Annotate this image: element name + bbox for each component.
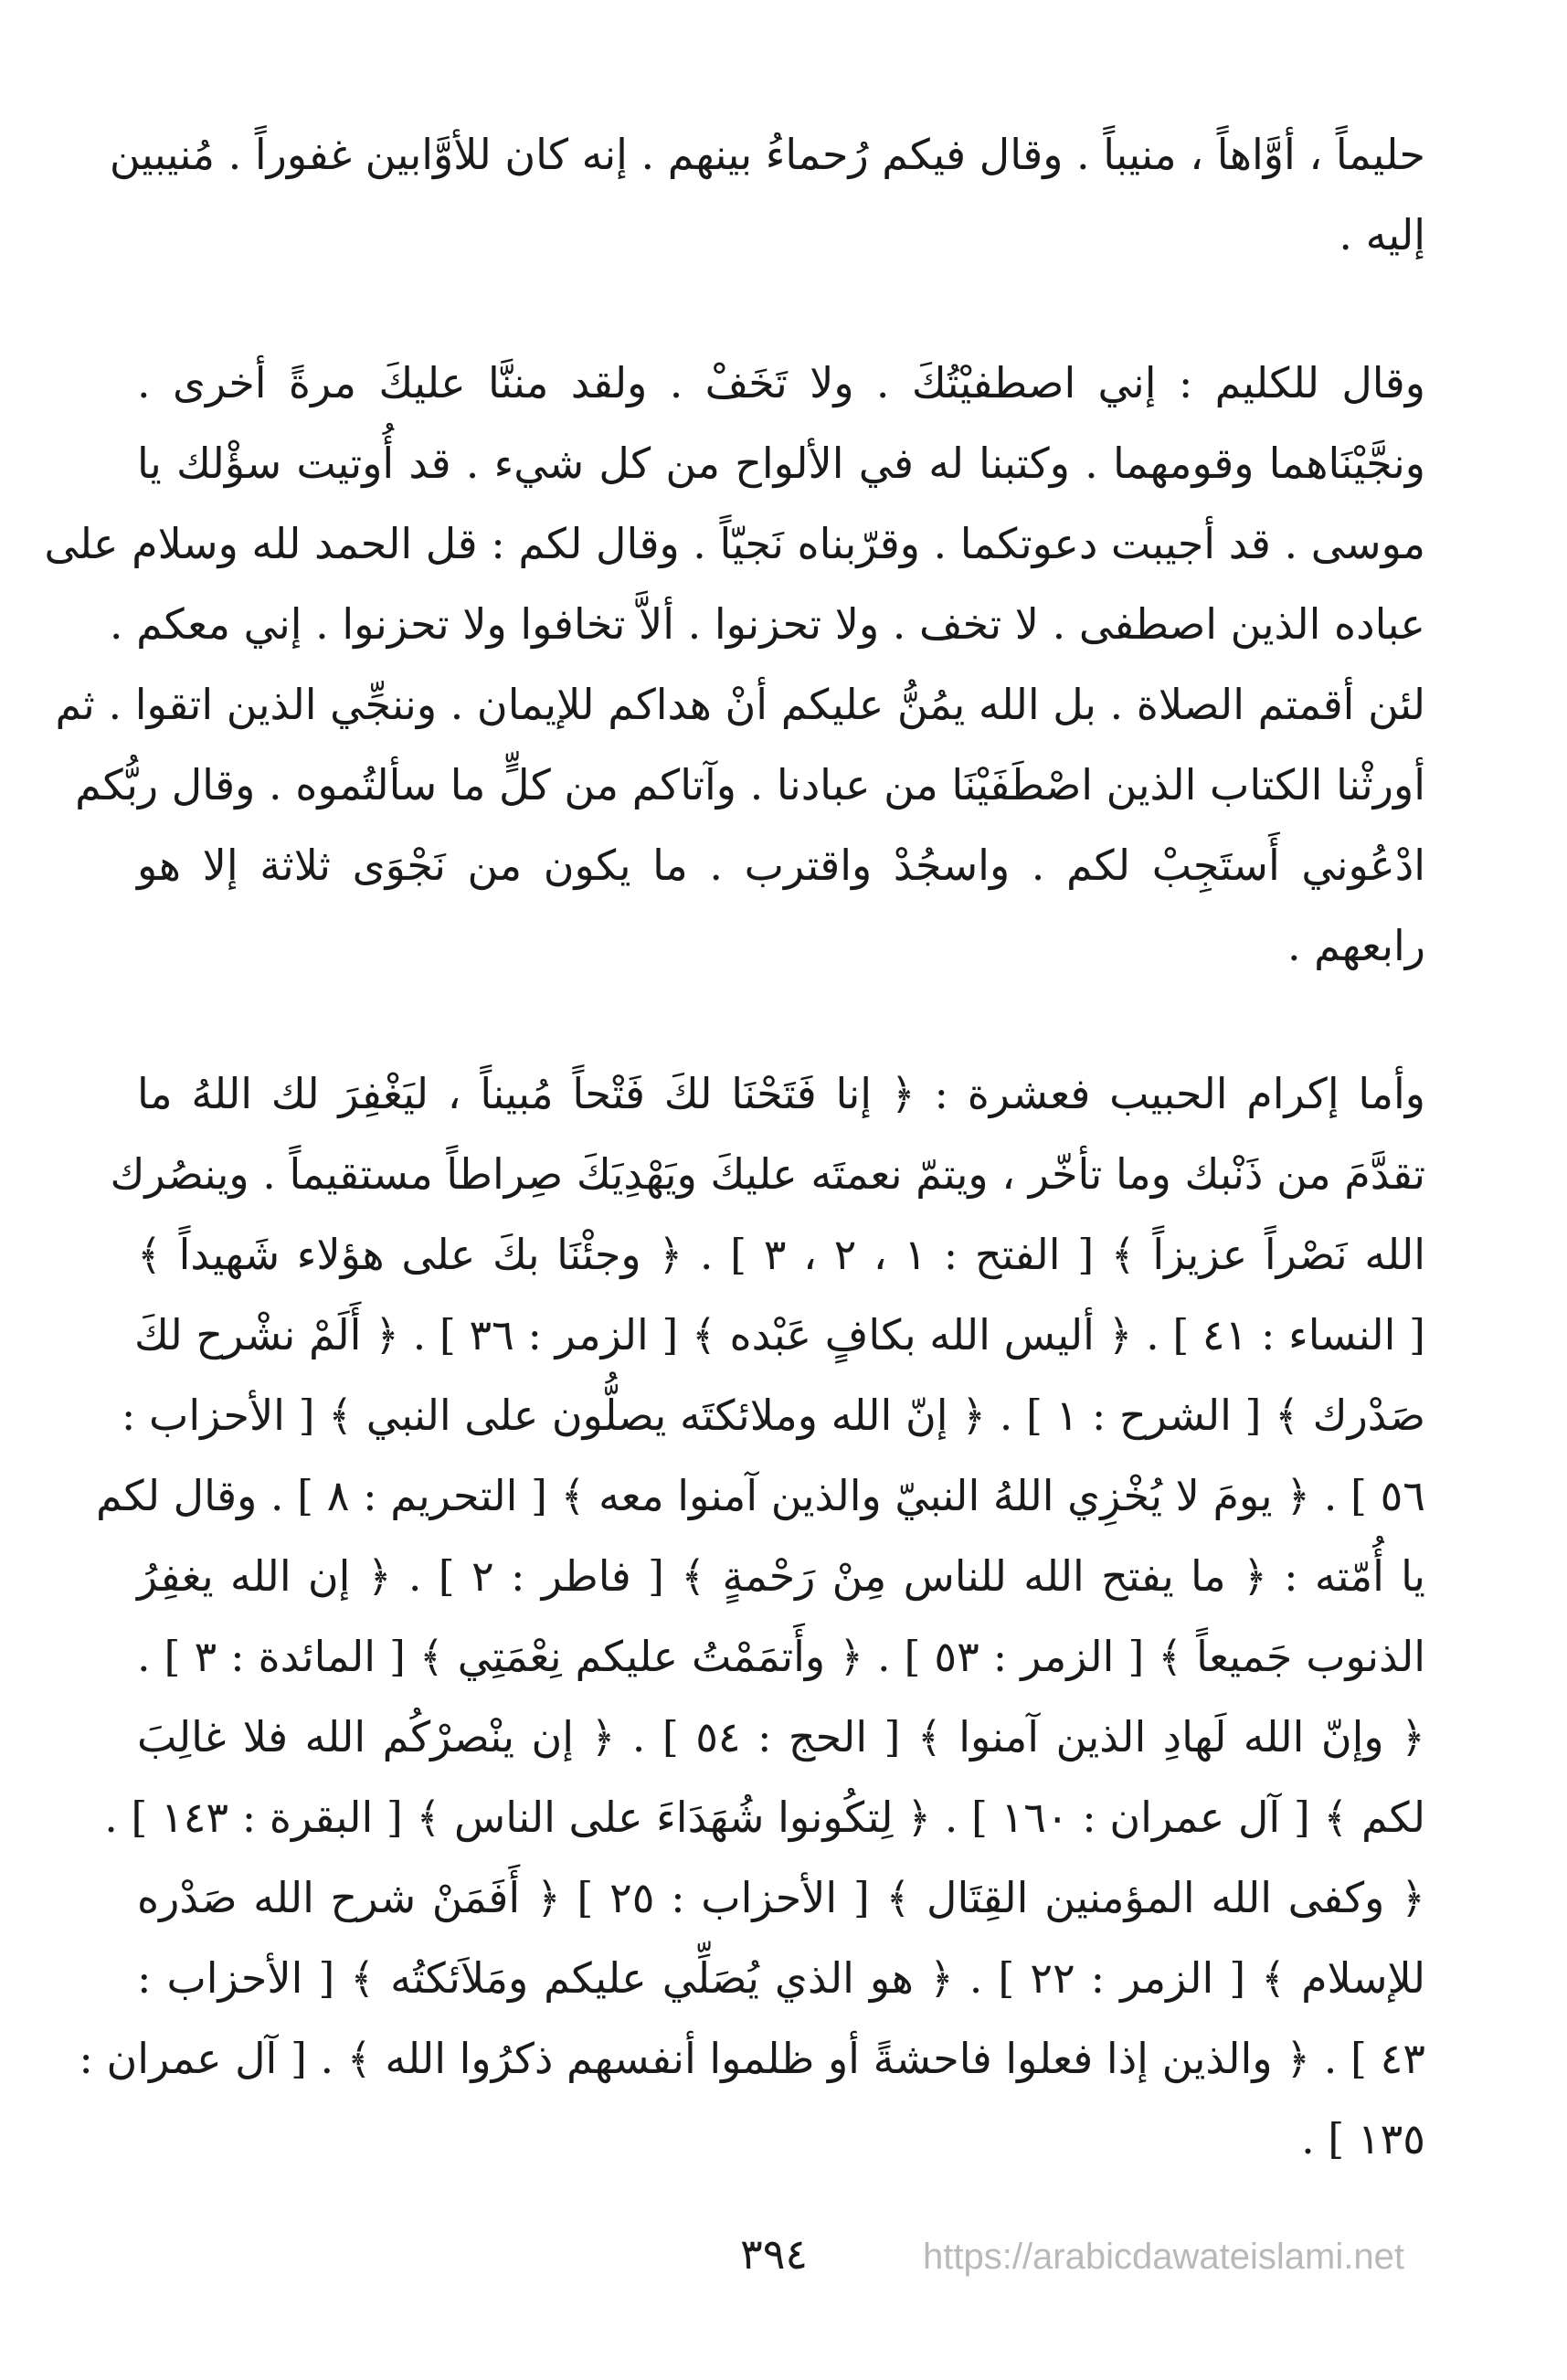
text-line: ادْعُوني أَستَجِبْ لكم . واسجُدْ واقترب . ما يكون من نَجْوَى ثلاثة إلا هو [137,841,1425,890]
text-line: حليماً ، أوَّاهاً ، منيباً . وقال فيكم رُحماءُ بينهم . إنه كان للأوَّابين غفوراً . مُنيبين [109,130,1425,179]
text-line: ﴿ وكفى الله المؤمنين القِتَال ﴾ [ الأحزاب : ٢٥ ] ﴿ أَفَمَنْ شرح الله صَدْره [137,1873,1425,1922]
text-line: للإسلام ﴾ [ الزمر : ٢٢ ] . ﴿ هو الذي يُصَلِّي عليكم ومَلاَئكتُه ﴾ [ الأحزاب : [137,1953,1426,2003]
page-number: ٣٩٤ [740,2229,809,2279]
text-line: لكم ﴾ [ آل عمران : ١٦٠ ] . ﴿ لِتكُونوا شُهَدَاءَ على الناس ﴾ [ البقرة : ١٤٣ ] . [104,1793,1425,1842]
text-line: ونجَّيْنَاهما وقومهما . وكتبنا له في الألواح من كل شيء . قد أُوتيت سؤْلك يا [137,439,1425,488]
text-line: ﴿ وإنّ الله لَهادِ الذين آمنوا ﴾ [ الحج : ٥٤ ] . ﴿ إن ينْصرْكُم الله فلا غالِبَ [137,1712,1425,1761]
paragraph-3 [79,1053,1426,2179]
text-line: وأما إكرام الحبيب فعشرة : ﴿ إنا فَتَحْنَا لكَ فَتْحاً مُبيناً ، ليَغْفِرَ لك اللهُ ما [137,1069,1425,1118]
text-line: ٥٦ ] . ﴿ يومَ لا يُخْزِي اللهُ النبيّ والذين آمنوا معه ﴾ [ التحريم : ٨ ] . وقال لكم [96,1471,1425,1520]
text-line: رابعهم . [1286,921,1425,970]
paragraph-1 [109,114,1425,275]
page-body [44,114,1426,2179]
text-line: ١٣٥ ] . [1301,2114,1425,2163]
text-line: لئن أقمتم الصلاة . بل الله يمُنُّ عليكم أنْ هداكم للإيمان . وننجِّي الذين اتقوا . ثم [55,680,1425,729]
text-line: صَدْرك ﴾ [ الشرح : ١ ] . ﴿ إنّ الله وملائكتَه يصلُّون على النبي ﴾ [ الأحزاب : [121,1391,1425,1440]
text-line: يا أُمّته : ﴿ ما يفتح الله للناس مِنْ رَحْمةٍ ﴾ [ فاطر : ٢ ] . ﴿ إن الله يغفِرُ [137,1551,1425,1601]
text-line: وقال للكليم : إني اصطفيْتُكَ . ولا تَخَفْ . ولقد مننَّا عليكَ مرةً أخرى . [137,358,1425,407]
text-line: تقدَّمَ من ذَنْبك وما تأخّر ، ويتمّ نعمتَه عليكَ ويَهْدِيَكَ صِراطاً مستقيماً . وينصُرك [110,1149,1425,1199]
text-line: إليه . [1339,210,1425,259]
watermark-url: https://arabicdawateislami.net [923,2237,1404,2277]
text-line: أورثْنا الكتاب الذين اصْطَفَيْنَا من عبادنا . وآتاكم من كلٍّ ما سألتُموه . وقال ربُّكم [75,760,1425,809]
text-line: ٤٣ ] . ﴿ والذين إذا فعلوا فاحشةً أو ظلموا أنفسهم ذكرُوا الله ﴾ . [ آل عمران : [79,2034,1425,2083]
text-line: الله نَصْراً عزيزاً ﴾ [ الفتح : ١ ، ٢ ، ٣ ] . ﴿ وجئْنَا بكَ على هؤلاء شَهيداً ﴾ [137,1230,1426,1279]
text-line: الذنوب جَميعاً ﴾ [ الزمر : ٥٣ ] . ﴿ وأَتمَمْتُ عليكم نِعْمَتِي ﴾ [ المائدة : ٣ ] . [137,1632,1426,1681]
paragraph-2 [44,343,1425,986]
text-line: [ النساء : ٤١ ] . ﴿ أليس الله بكافٍ عَبْده ﴾ [ الزمر : ٣٦ ] . ﴿ أَلَمْ نشْرح لكَ [134,1310,1425,1359]
text-line: عباده الذين اصطفى . لا تخف . ولا تحزنوا . ألاَّ تخافوا ولا تحزنوا . إني معكم . [109,599,1425,649]
text-line: موسى . قد أجيبت دعوتكما . وقرّبناه نَجيّاً . وقال لكم : قل الحمد لله وسلام على [44,519,1425,568]
page-footer [0,2229,1567,2284]
